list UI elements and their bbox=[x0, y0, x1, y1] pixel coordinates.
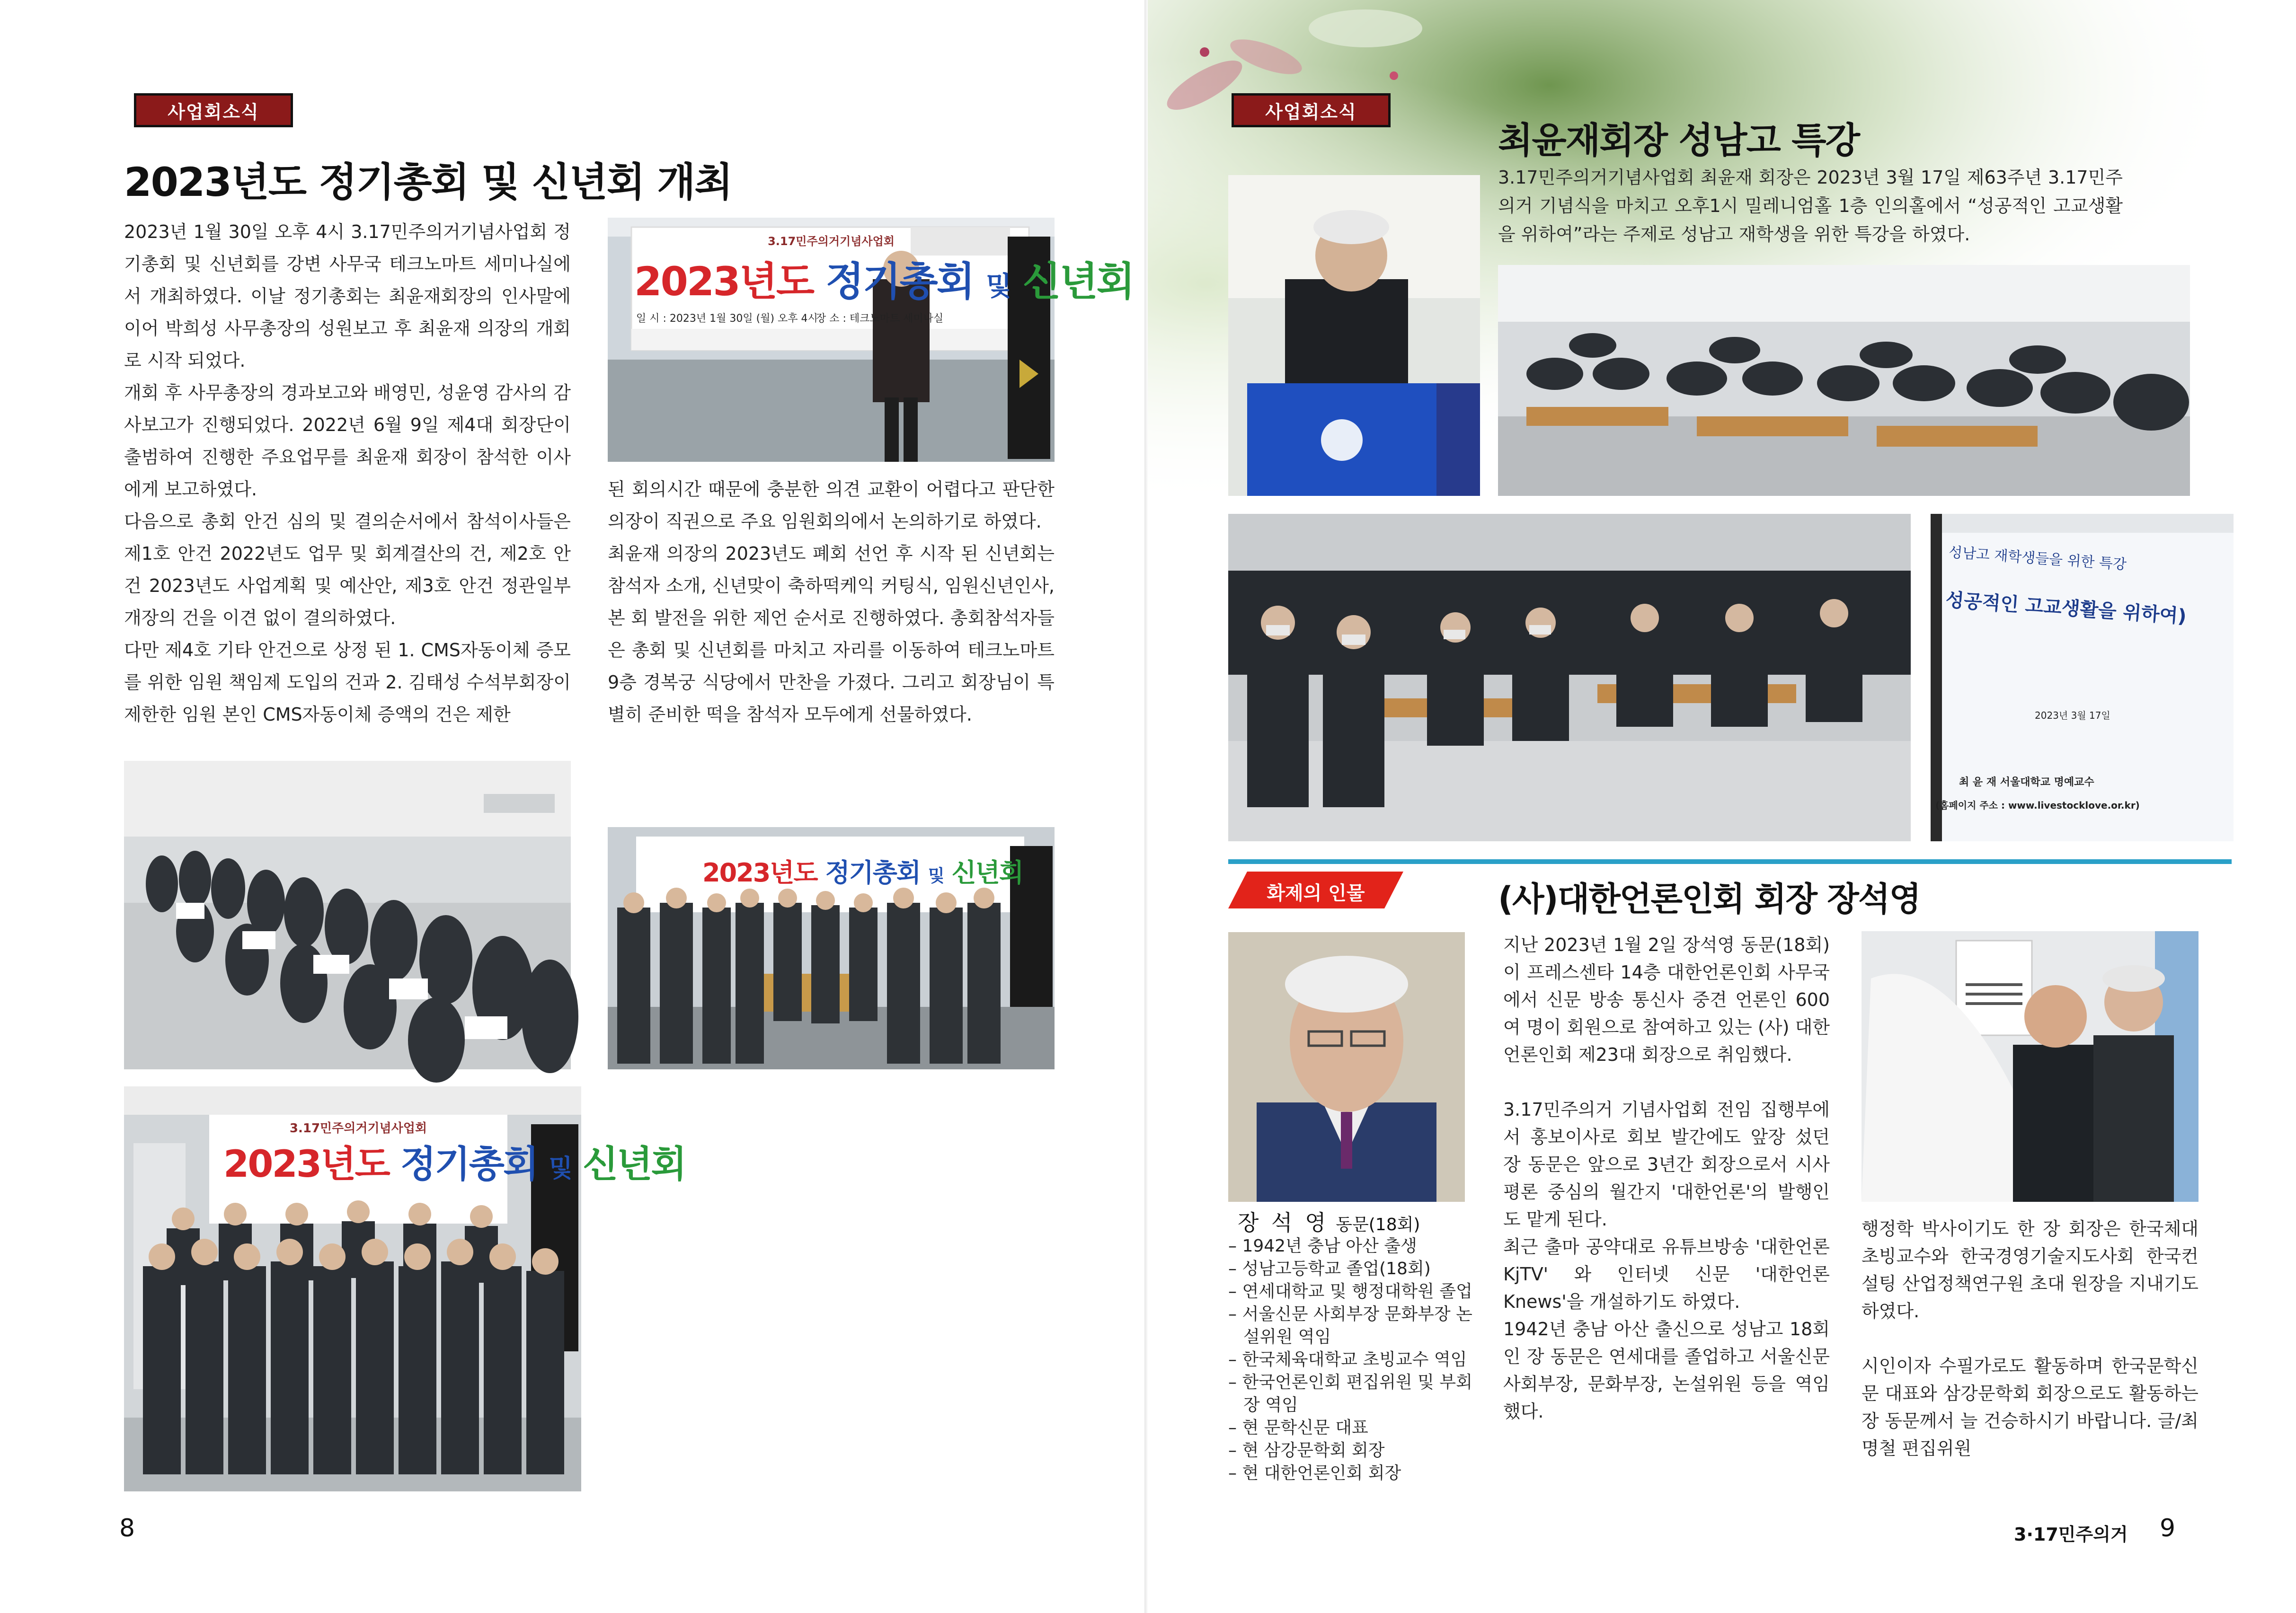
bio-item: – 한국체육대학교 초빙교수 역임 bbox=[1228, 1350, 1467, 1369]
banner-title bbox=[634, 250, 1134, 307]
section-divider bbox=[1228, 859, 2232, 864]
bio-item: – 연세대학교 및 행정대학원 졸업 bbox=[1228, 1282, 1472, 1301]
banner-year: 2023년도 bbox=[223, 1143, 389, 1186]
banner-org: 3.17민주의거기념사업회 bbox=[289, 1121, 427, 1136]
paragraph: 다만 제4호 기타 안건으로 상정 된 1. CMS자동이체 증모를 위한 임원 책임제 도입의 건과 2. 김태성 수석부회장이 제한한 임원 본인 CMS자동이체 증액의 건은 제한 bbox=[124, 640, 571, 725]
banner-org: 3.17민주의거기념사업회 bbox=[768, 235, 895, 248]
article-column-1 bbox=[124, 216, 571, 731]
meeting-audience-photo bbox=[124, 761, 571, 1069]
lecture-screen-photo bbox=[1931, 514, 2234, 841]
page-number: 8 bbox=[119, 1514, 135, 1542]
flag-handover-photo bbox=[1862, 931, 2198, 1202]
paragraph: 2023년 1월 30일 오후 4시 3.17민주의거기념사업회 정기총회 및 신년회를 강변 사무국 테크노마트 세미나실에서 개최하였다. 이날 정기총회는 최윤재회장의 인사말에 이어 박희성 사무총장의 성원보고 후 최윤재 의장의 개회로 시작 되었다. bbox=[124, 221, 571, 371]
banner-title-large bbox=[223, 1135, 685, 1188]
banner-year: 2023년도 bbox=[634, 258, 814, 305]
paragraph: 개회 후 사무총장의 경과보고와 배영민, 성윤영 감사의 감사보고가 진행되었다. 2022년 6월 9일 제4대 회장단이 출범하여 진행한 주요업무를 최윤재 회장이 참석한 이사에게 보고하였다. bbox=[124, 382, 571, 500]
paragraph: 1942년 충남 아산 출신으로 성남고 18회인 장 동문은 연세대를 졸업하고 서울신문 사회부장, 문화부장, 논설위원 등을 역임했다. bbox=[1503, 1319, 1830, 1422]
paragraph bbox=[1503, 1068, 1830, 1096]
paragraph: 시인이자 수필가로도 활동하며 한국문학신문 대표와 삼강문학회 회장으로도 활동하는 장 동문께서 늘 건승하시기 바랍니다. 글/최명철 편집위원 bbox=[1862, 1356, 2198, 1459]
lecture-title: 최윤재회장 성남고 특강 bbox=[1498, 119, 1860, 161]
screen-line1: 성남고 재학생들을 위한 특강 bbox=[1948, 544, 2127, 573]
person-suffix: 동문(18회) bbox=[1336, 1215, 1420, 1234]
paragraph: 3.17민주의거 기념사업회 전임 집행부에서 홍보이사로 회보 발간에도 앞장 섰던 장 동문은 앞으로 3년간 회장으로서 시사평론 중심의 월간지 '대한언론'의 발행인도 맡게 된다. bbox=[1503, 1099, 1830, 1230]
right-page bbox=[1148, 0, 2296, 1613]
people-tag bbox=[1228, 872, 1403, 908]
banner-year: 2023년도 bbox=[702, 858, 817, 888]
paragraph: 최근 출마 공약대로 유튜브방송 '대한언론 KjTV' 와 인터넷 신문 '대한언론 Knews'을 개설하기도 하였다. bbox=[1503, 1236, 1830, 1312]
banner-part2: 신년회 bbox=[1022, 258, 1134, 305]
lecture-intro: 3.17민주의거기념사업회 최윤재 회장은 2023년 3월 17일 제63주년 3.17민주의거 기념식을 마치고 오후1시 밀레니엄홀 1층 인의홀에서 “성공적인 고교생활을 위하여”라는 주제로 성남고 재학생을 위한 특강을 하였다. bbox=[1498, 167, 2123, 245]
bio-item: – 한국언론인회 편집위원 및 부회장 역임 bbox=[1228, 1373, 1472, 1415]
people-article-column-1 bbox=[1503, 931, 1830, 1425]
bio-item: – 현 삼강문학회 회장 bbox=[1228, 1441, 1385, 1460]
bio-item: – 1942년 충남 아산 출생 bbox=[1228, 1236, 1417, 1256]
screen-date: 2023년 3월 17일 bbox=[2035, 710, 2110, 721]
people-title: (사)대한언론인회 회장 장석영 bbox=[1498, 880, 1921, 918]
bio-item: – 현 문학신문 대표 bbox=[1228, 1418, 1368, 1437]
students-audience-photo bbox=[1228, 514, 1911, 841]
people-tag-label: 화제의 인물 bbox=[1267, 882, 1365, 904]
banner-and: 및 bbox=[549, 1155, 571, 1183]
paragraph bbox=[1862, 1325, 2198, 1352]
banner-part2: 신년회 bbox=[951, 858, 1023, 888]
banner-speech-photo bbox=[608, 218, 1134, 462]
screen-speaker: 최 윤 재 서울대학교 명예교수 bbox=[1959, 776, 2094, 788]
banner-and: 및 bbox=[986, 271, 1011, 302]
bio-item: – 성남고등학교 졸업(18회) bbox=[1228, 1259, 1431, 1278]
banner-place: 장 소 : 테크노마트 세미나실 bbox=[816, 313, 944, 325]
paragraph: 다음으로 총회 안건 심의 및 결의순서에서 참석이사들은 제1호 안건 2022년도 업무 및 회계결산의 건, 제2호 안건 2023년도 사업계획 및 예산안, 제3호 안건 정관일부 개장의 건을 이견 없이 결의하였다. bbox=[124, 511, 571, 628]
bio-item: – 서울신문 사회부장 문화부장 논설위원 역임 bbox=[1228, 1305, 1472, 1347]
section-tag: 사업회소식 bbox=[1232, 93, 1391, 127]
speaker-podium-photo bbox=[1228, 175, 1480, 496]
cake-cutting-photo bbox=[608, 827, 1055, 1069]
banner-part1: 정기총회 bbox=[825, 858, 921, 888]
screen-line2: 성공적인 고교생활을 위하여) bbox=[1945, 589, 2187, 628]
banner-and: 및 bbox=[928, 866, 944, 886]
banner-date: 일 시 : 2023년 1월 30일 (월) 오후 4시 bbox=[636, 313, 818, 325]
paragraph: 행정학 박사이기도 한 장 회장은 한국체대 초빙교수와 한국경영기술지도사회 한국컨설팅 산업정책연구원 초대 원장을 지내기도 하였다. bbox=[1862, 1218, 2198, 1322]
person-bio bbox=[1228, 1235, 1484, 1485]
person-name: 장 석 영 bbox=[1238, 1210, 1329, 1235]
article-title: 2023년도 정기총회 및 신년회 개최 bbox=[124, 159, 732, 205]
banner-part1: 정기총회 bbox=[400, 1143, 538, 1186]
portrait-photo bbox=[1228, 932, 1465, 1202]
bio-item: – 현 대한언론인회 회장 bbox=[1228, 1463, 1401, 1483]
auditorium-photo bbox=[1498, 265, 2190, 496]
footer-label: 3·17민주의거 bbox=[2014, 1524, 2128, 1545]
article-column-2 bbox=[608, 473, 1055, 731]
paragraph: 최윤재 의장의 2023년도 폐회 선언 후 시작 된 신년회는 참석자 소개, 신년맞이 축하떡케익 커팅식, 임원신년인사, 본 회 발전을 위한 제언 순서로 진행하였다. 총회참석자들은 총회 및 신년회를 마치고 자리를 이동하여 테크노마트 9층 경복궁 식당에서 만찬을 가졌다. 그리고 회장님이 특별히 준비한 떡을 참석자 모두에게 선물하였다. bbox=[608, 543, 1055, 725]
page-number: 9 bbox=[2160, 1514, 2176, 1542]
screen-homepage: (홈페이지 주소 : www.livestocklove.or.kr) bbox=[1935, 800, 2140, 811]
banner-part2: 신년회 bbox=[582, 1143, 685, 1186]
section-tag: 사업회소식 bbox=[134, 93, 293, 127]
group-photo bbox=[124, 1086, 685, 1491]
banner-title-small bbox=[702, 853, 1023, 889]
person-name-line bbox=[1238, 1206, 1420, 1237]
paragraph: 된 회의시간 때문에 충분한 의견 교환이 어렵다고 판단한 의장이 직권으로 주요 임원회의에서 논의하기로 하였다. bbox=[608, 479, 1055, 532]
banner-part1: 정기총회 bbox=[825, 258, 974, 305]
paragraph: 지난 2023년 1월 2일 장석영 동문(18회)이 프레스센타 14층 대한언론인회 사무국에서 신문 방송 통신사 중견 언론인 600여 명이 회원으로 참여하고 있는 (사) 대한언론인회 제23대 회장으로 취임했다. bbox=[1503, 934, 1830, 1065]
people-article-column-2 bbox=[1862, 1215, 2198, 1462]
